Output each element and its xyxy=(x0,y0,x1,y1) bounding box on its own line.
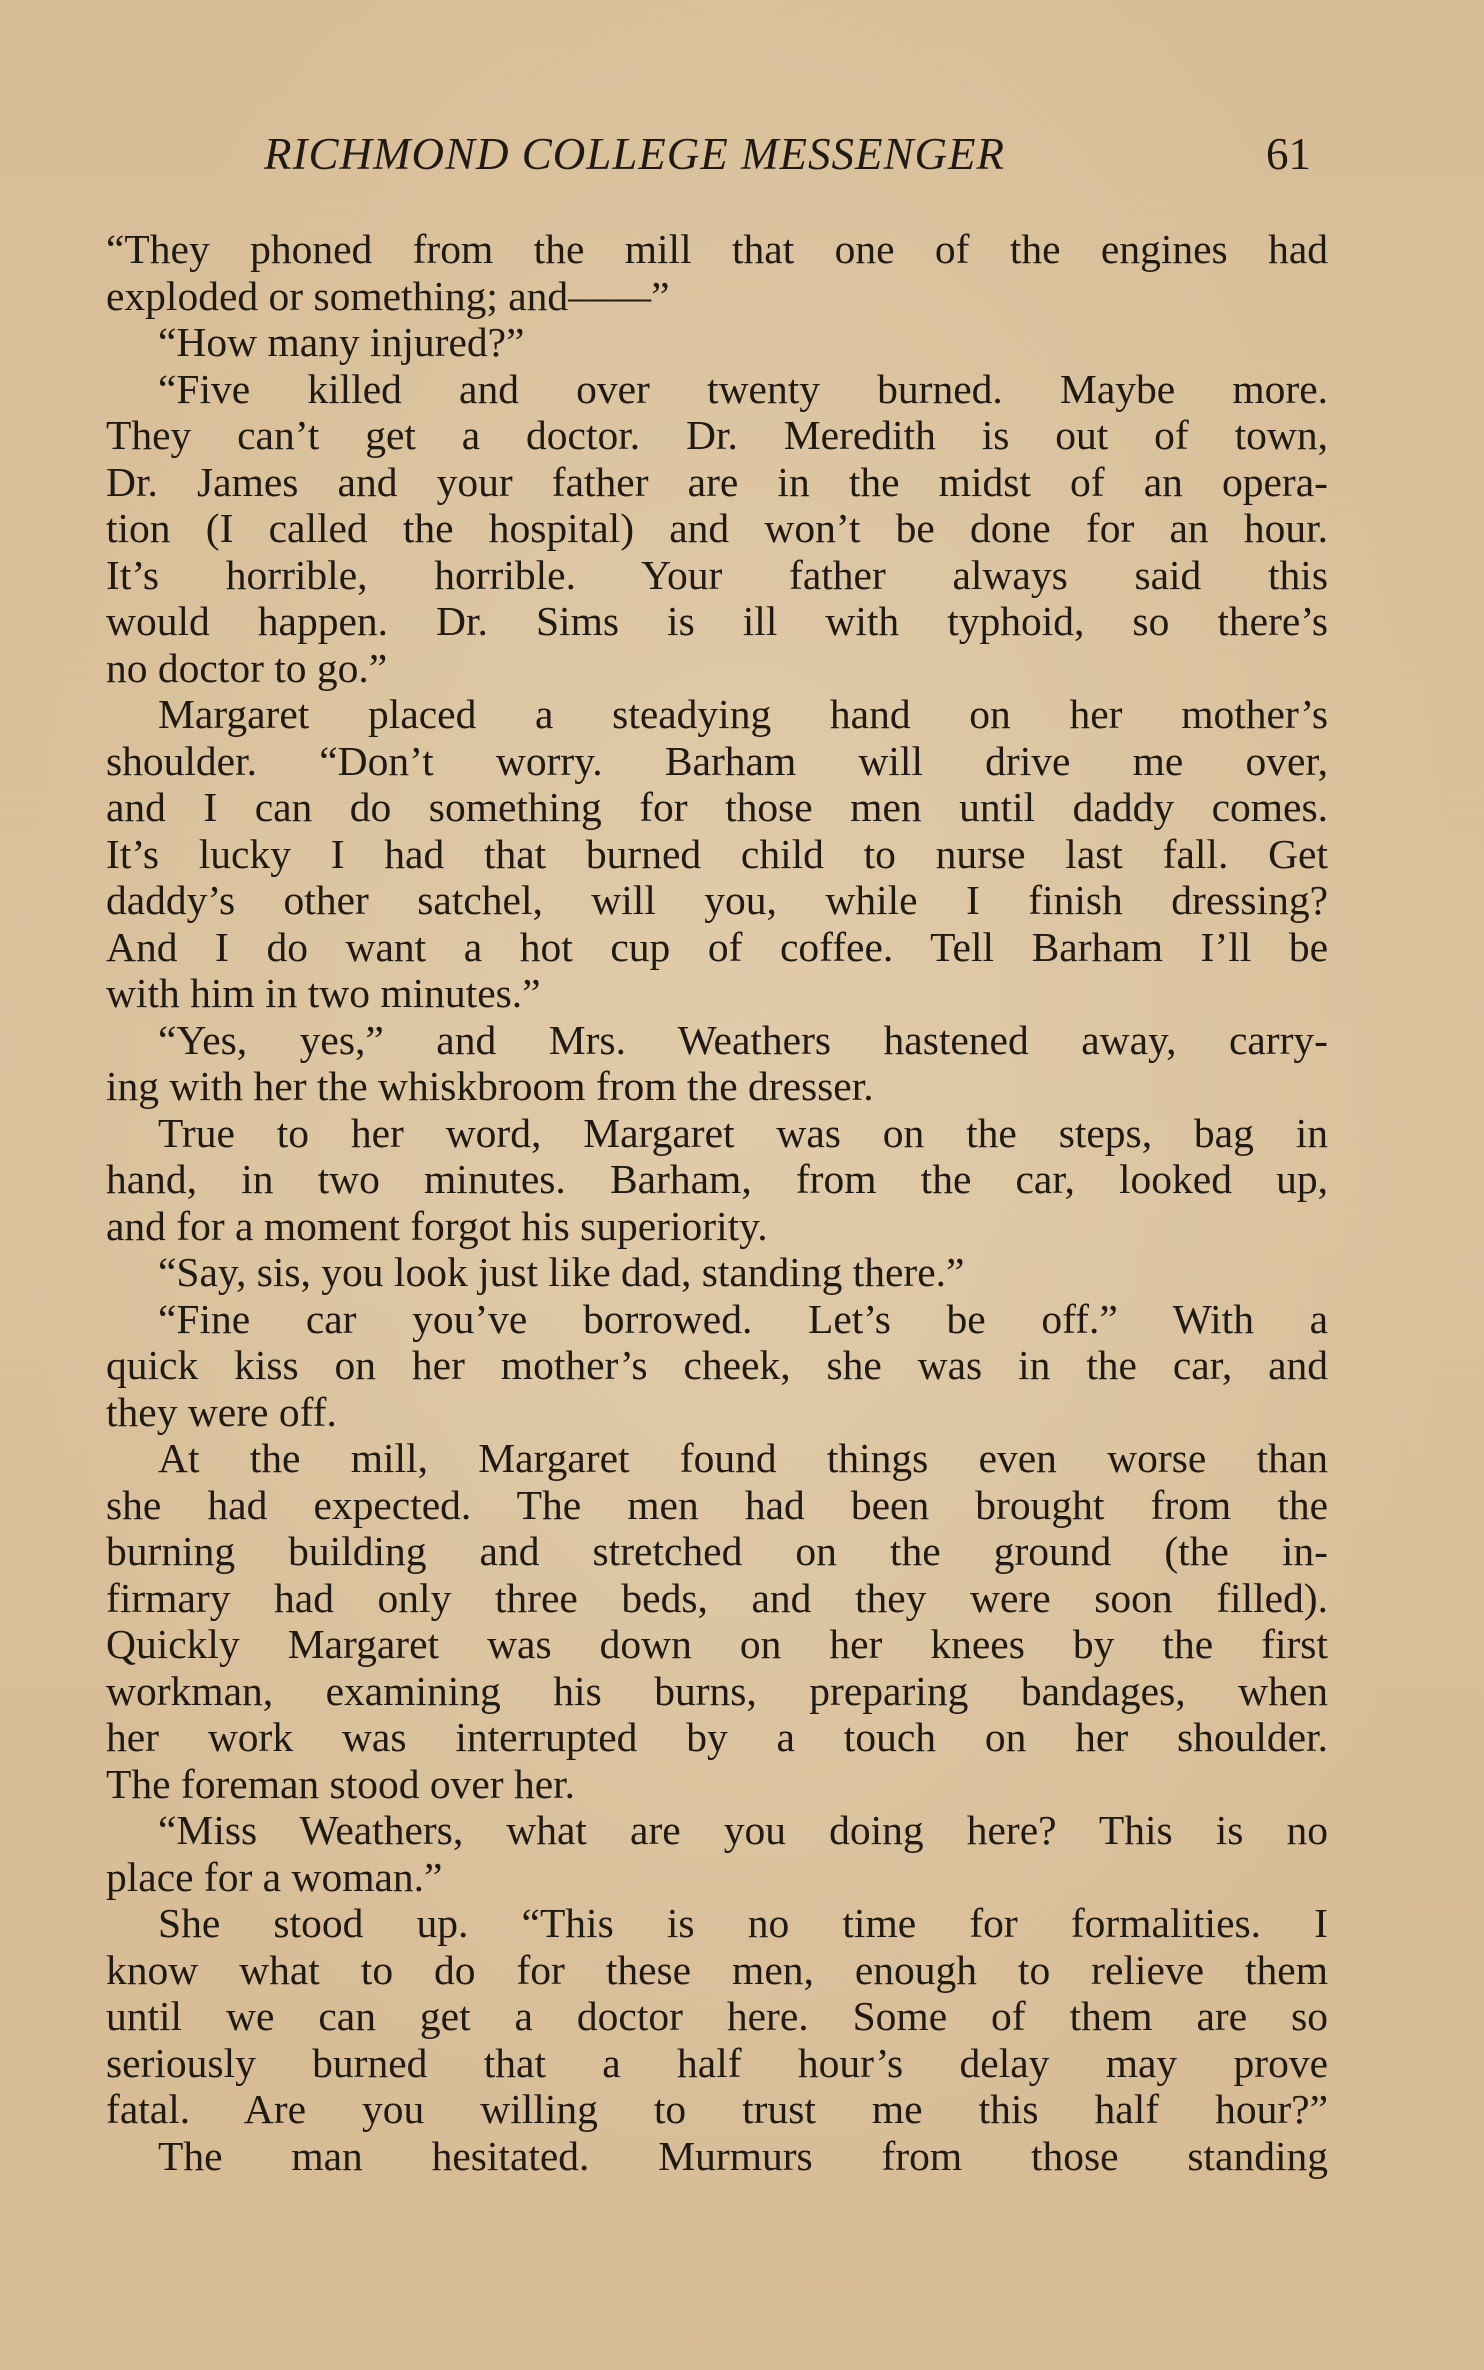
text-line: seriously burned that a half hour’s delay may prove xyxy=(106,2039,1328,2086)
text-line: hand, in two minutes. Barham, from the car, looked up, xyxy=(106,1156,1328,1202)
text-line: and for a moment forgot his superiority. xyxy=(106,1202,768,1249)
text-line: burning building and stretched on the ground (the in- xyxy=(106,1528,1328,1574)
text-line: shoulder. “Don’t worry. Barham will drive me over, xyxy=(106,737,1328,784)
text-line: ing with her the whiskbroom from the dresser. xyxy=(106,1063,874,1109)
text-line: It’s horrible, horrible. Your father always said this xyxy=(106,551,1328,598)
text-line: They can’t get a doctor. Dr. Meredith is out of town, xyxy=(106,412,1328,458)
text-line: and I can do something for those men until daddy comes. xyxy=(106,784,1328,830)
text-line: “Five killed and over twenty burned. Maybe more. xyxy=(158,365,1328,412)
text-line: At the mill, Margaret found things even worse than xyxy=(158,1435,1328,1481)
text-line: “Say, sis, you look just like dad, standing there.” xyxy=(158,1249,965,1295)
running-title: RICHMOND COLLEGE MESSENGER xyxy=(264,129,1005,179)
text-line: The foreman stood over her. xyxy=(106,1760,576,1807)
text-line: “Yes, yes,” and Mrs. Weathers hastened away, carry- xyxy=(158,1016,1328,1063)
text-line: exploded or something; and——” xyxy=(106,272,670,319)
text-line: workman, examining his burns, preparing bandages, when xyxy=(106,1667,1328,1714)
text-line: “They phoned from the mill that one of the engines had xyxy=(106,226,1328,272)
text-line: Quickly Margaret was down on her knees by the first xyxy=(106,1621,1328,1667)
text-line: her work was interrupted by a touch on her shoulder. xyxy=(106,1714,1328,1760)
text-line: know what to do for these men, enough to relieve them xyxy=(106,1946,1328,1993)
text-line: “How many injured?” xyxy=(158,319,525,365)
text-line: until we can get a doctor here. Some of them are so xyxy=(106,1993,1328,2039)
text-line: tion (I called the hospital) and won’t be done for an hour. xyxy=(106,505,1328,551)
text-line: they were off. xyxy=(106,1388,337,1435)
text-line: quick kiss on her mother’s cheek, she was in the car, and xyxy=(106,1342,1328,1388)
text-line: It’s lucky I had that burned child to nurse last fall. Get xyxy=(106,830,1328,877)
text-line: She stood up. “This is no time for formalities. I xyxy=(158,1900,1328,1946)
text-line: place for a woman.” xyxy=(106,1853,443,1900)
text-line: True to her word, Margaret was on the steps, bag in xyxy=(158,1109,1328,1156)
text-line: “Fine car you’ve borrowed. Let’s be off.” With a xyxy=(158,1295,1328,1342)
text-line: firmary had only three beds, and they were soon filled). xyxy=(106,1574,1328,1621)
text-line: “Miss Weathers, what are you doing here? This is no xyxy=(158,1807,1328,1853)
text-line: Margaret placed a steadying hand on her mother’s xyxy=(158,691,1328,737)
text-line: And I do want a hot cup of coffee. Tell Barham I’ll be xyxy=(106,923,1328,970)
text-line: no doctor to go.” xyxy=(106,644,388,691)
text-line: with him in two minutes.” xyxy=(106,970,541,1016)
text-line: The man hesitated. Murmurs from those standing xyxy=(158,2132,1328,2179)
text-line: she had expected. The men had been brought from the xyxy=(106,1481,1328,1528)
text-line: daddy’s other satchel, will you, while I finish dressing? xyxy=(106,877,1328,923)
text-line: fatal. Are you willing to trust me this half hour?” xyxy=(106,2086,1328,2132)
text-line: Dr. James and your father are in the midst of an opera- xyxy=(106,458,1328,505)
text-line: would happen. Dr. Sims is ill with typhoid, so there’s xyxy=(106,598,1328,644)
page-number: 61 xyxy=(1266,129,1311,179)
